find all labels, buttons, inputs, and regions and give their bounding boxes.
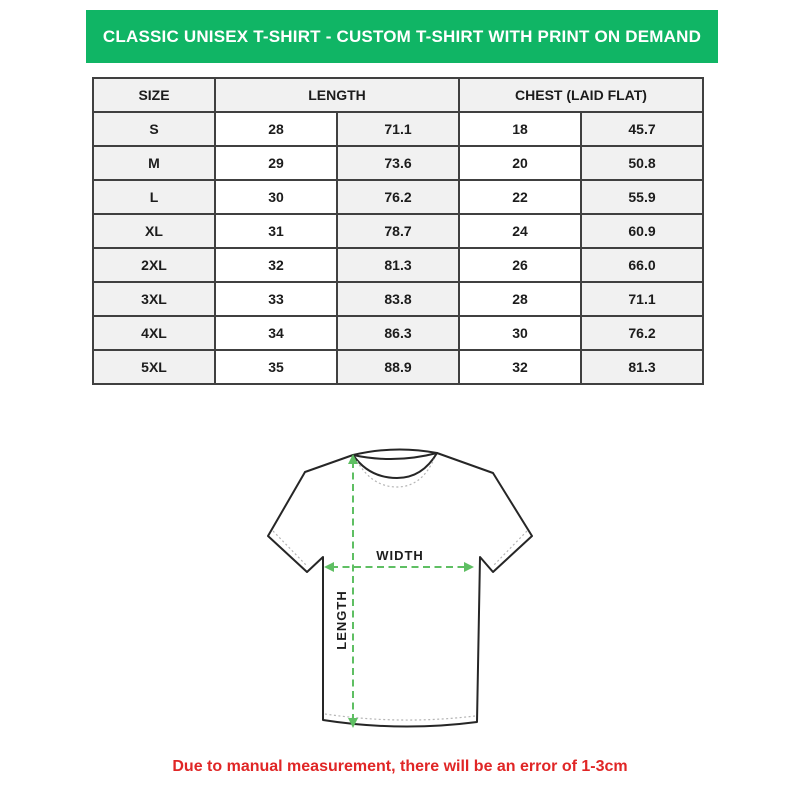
length-cm-cell: 78.7 bbox=[337, 214, 459, 248]
header-length: LENGTH bbox=[215, 78, 459, 112]
header-chest: CHEST (LAID FLAT) bbox=[459, 78, 703, 112]
table-row bbox=[93, 146, 703, 180]
size-cell: XL bbox=[93, 214, 215, 248]
chest-in-cell: 32 bbox=[459, 350, 581, 384]
page-title: CLASSIC UNISEX T-SHIRT - CUSTOM T-SHIRT WITH PRINT ON DEMAND bbox=[102, 26, 702, 46]
length-cm-cell: 73.6 bbox=[337, 146, 459, 180]
table-row bbox=[93, 248, 703, 282]
measurement-disclaimer: Due to manual measurement, there will be an error of 1-3cm bbox=[172, 758, 628, 775]
chest-cm-cell: 71.1 bbox=[581, 282, 703, 316]
length-cm-cell: 86.3 bbox=[337, 316, 459, 350]
chest-cm-cell: 60.9 bbox=[581, 214, 703, 248]
length-in-cell: 28 bbox=[215, 112, 337, 146]
length-in-cell: 31 bbox=[215, 214, 337, 248]
size-table bbox=[92, 77, 704, 385]
length-in-cell: 29 bbox=[215, 146, 337, 180]
size-cell: 5XL bbox=[93, 350, 215, 384]
size-cell: 2XL bbox=[93, 248, 215, 282]
header-size: SIZE bbox=[93, 78, 215, 112]
tshirt-icon bbox=[268, 449, 532, 726]
length-cm-cell: 83.8 bbox=[337, 282, 459, 316]
size-cell: S bbox=[93, 112, 215, 146]
length-in-cell: 34 bbox=[215, 316, 337, 350]
length-label: LENGTH bbox=[334, 590, 349, 650]
length-in-cell: 33 bbox=[215, 282, 337, 316]
width-label: WIDTH bbox=[376, 548, 424, 563]
size-cell: 4XL bbox=[93, 316, 215, 350]
title-banner bbox=[86, 10, 718, 63]
tshirt-measurement-diagram bbox=[240, 430, 560, 760]
table-row bbox=[93, 350, 703, 384]
table-row bbox=[93, 180, 703, 214]
table-row bbox=[93, 112, 703, 146]
length-cm-cell: 81.3 bbox=[337, 248, 459, 282]
chest-in-cell: 30 bbox=[459, 316, 581, 350]
table-row bbox=[93, 282, 703, 316]
chest-in-cell: 18 bbox=[459, 112, 581, 146]
chest-cm-cell: 50.8 bbox=[581, 146, 703, 180]
tshirt-outline bbox=[268, 449, 532, 726]
length-in-cell: 35 bbox=[215, 350, 337, 384]
table-header-row bbox=[93, 78, 703, 112]
chest-cm-cell: 66.0 bbox=[581, 248, 703, 282]
table-row bbox=[93, 316, 703, 350]
size-cell: M bbox=[93, 146, 215, 180]
chest-in-cell: 24 bbox=[459, 214, 581, 248]
length-cm-cell: 71.1 bbox=[337, 112, 459, 146]
size-cell: 3XL bbox=[93, 282, 215, 316]
chest-in-cell: 28 bbox=[459, 282, 581, 316]
chest-in-cell: 22 bbox=[459, 180, 581, 214]
chest-cm-cell: 76.2 bbox=[581, 316, 703, 350]
length-in-cell: 32 bbox=[215, 248, 337, 282]
chest-cm-cell: 55.9 bbox=[581, 180, 703, 214]
length-cm-cell: 88.9 bbox=[337, 350, 459, 384]
chest-cm-cell: 81.3 bbox=[581, 350, 703, 384]
chest-cm-cell: 45.7 bbox=[581, 112, 703, 146]
length-cm-cell: 76.2 bbox=[337, 180, 459, 214]
table-row bbox=[93, 214, 703, 248]
length-in-cell: 30 bbox=[215, 180, 337, 214]
chest-in-cell: 20 bbox=[459, 146, 581, 180]
size-cell: L bbox=[93, 180, 215, 214]
chest-in-cell: 26 bbox=[459, 248, 581, 282]
